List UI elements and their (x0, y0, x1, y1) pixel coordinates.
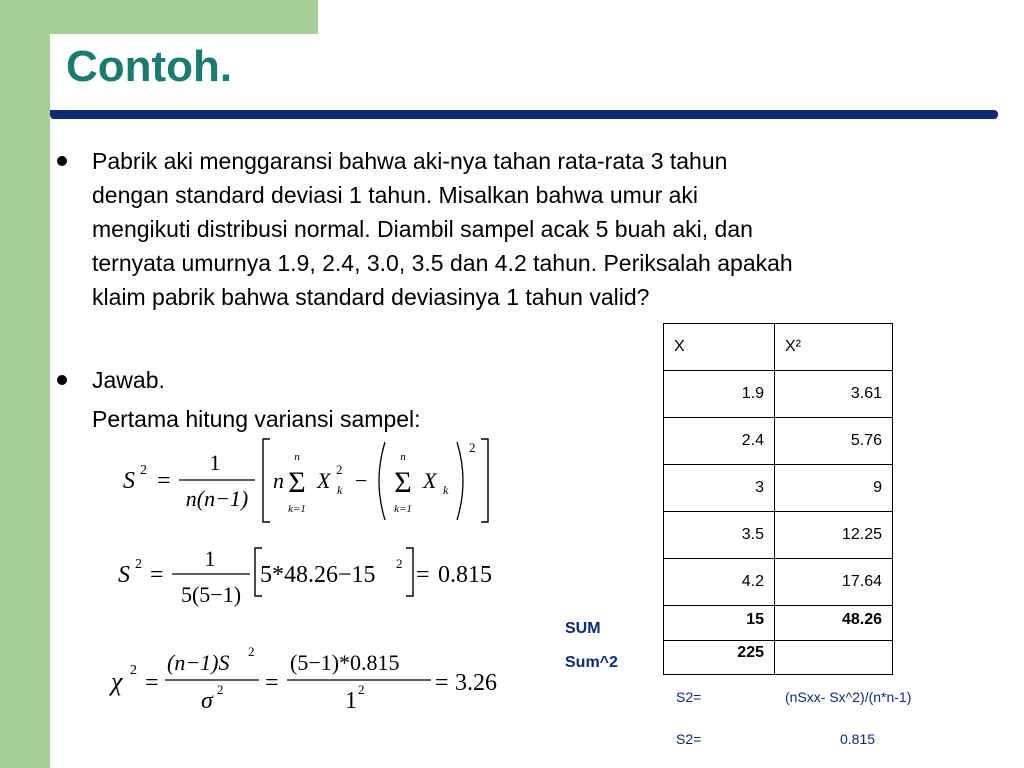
f1-eq: = (157, 468, 171, 494)
title-underline (50, 110, 998, 119)
f1-sum1-top: n (294, 451, 300, 463)
f1-x1-sub: k (337, 483, 343, 497)
bullet-dot-2 (57, 375, 67, 385)
cell-x: 1.9 (664, 371, 775, 418)
f1-bracket-left (263, 439, 270, 522)
f2-bracket-right (406, 548, 413, 596)
cell-x: 3 (664, 465, 775, 512)
f3-num1-sup: 2 (248, 644, 255, 659)
f3-eq2: = (265, 670, 279, 696)
f1-lhs: S (123, 468, 135, 494)
problem-line: Pabrik aki menggaransi bahwa aki-nya tahan rata-rata 3 tahun (92, 148, 728, 174)
f1-x2: X (423, 468, 437, 493)
s2-value: 0.815 (840, 731, 876, 747)
f1-sup: 2 (140, 463, 147, 478)
bullet-dot-1 (57, 156, 67, 166)
header-x: X (664, 324, 775, 371)
f1-bracket-right (481, 439, 488, 522)
problem-line: klaim pabrik bahwa standard deviasinya 1 tahun valid? (92, 284, 650, 310)
f3-eq: = (145, 670, 159, 696)
sum-x-squared-cell: 48.26 (775, 606, 893, 641)
f3-sup: 2 (130, 663, 137, 678)
f2-num: 1 (204, 546, 216, 571)
sum-x-cell: 15 (664, 606, 775, 641)
f1-sigma-2: Σ (394, 466, 412, 499)
s2-label-2: S2= (676, 731, 702, 747)
f1-x1: X (317, 468, 331, 493)
f1-sum2-bottom: k=1 (394, 503, 412, 515)
problem-line: ternyata umurnya 1.9, 2.4, 3.0, 3.5 dan 4.2 tahun. Periksalah apakah (92, 250, 793, 276)
f1-paren-left (379, 442, 385, 520)
table-row (664, 465, 893, 512)
left-green-band (0, 0, 50, 768)
cell-x-squared: 5.76 (775, 418, 893, 465)
cell-x-squared: 9 (775, 465, 893, 512)
f2-lhs: S (118, 562, 130, 588)
f2-body-sup: 2 (396, 556, 403, 571)
cell-x: 3.5 (664, 512, 775, 559)
table-row (664, 559, 893, 606)
f1-sum2-top: n (400, 451, 406, 463)
table-sum-squared-row (664, 641, 893, 675)
table-row (664, 418, 893, 465)
table-row (664, 512, 893, 559)
f1-paren-sup: 2 (469, 440, 476, 455)
f1-num: 1 (209, 450, 221, 475)
f1-x2-sub: k (443, 483, 449, 497)
f1-paren-right (457, 442, 463, 520)
chi-square-formula (105, 640, 515, 720)
table-row (664, 371, 893, 418)
f2-body: 5*48.26−15 (260, 562, 376, 588)
variance-formula (115, 436, 505, 526)
f3-num1: (n−1)S (167, 650, 230, 675)
cell-x-squared: 12.25 (775, 512, 893, 559)
sum-squared-x-cell: 225 (664, 641, 775, 675)
f2-den: 5(5−1) (180, 582, 242, 607)
f1-minus: − (355, 468, 368, 493)
data-table (663, 323, 893, 675)
f3-eq3: = (435, 670, 449, 696)
f3-num2: (5−1)*0.815 (290, 650, 400, 675)
s2-formula-text: (nSxx- Sx^2)/(n*n-1) (785, 689, 912, 705)
f2-sup: 2 (135, 557, 142, 572)
answer-intro: Pertama hitung variansi sampel: (92, 406, 421, 432)
s2-label-1: S2= (676, 689, 702, 705)
f1-sum1-bottom: k=1 (288, 503, 306, 515)
f1-den: n(n−1) (185, 486, 249, 511)
f2-result: 0.815 (438, 562, 492, 588)
f3-den2: 1 (345, 688, 357, 714)
cell-x-squared: 3.61 (775, 371, 893, 418)
problem-statement (92, 144, 793, 314)
table-sum-row (664, 606, 893, 641)
sum-squared-label: Sum^2 (565, 654, 618, 671)
top-green-band (0, 0, 318, 34)
cell-x: 2.4 (664, 418, 775, 465)
cell-x: 4.2 (664, 559, 775, 606)
f3-result: 3.26 (455, 670, 497, 696)
f3-den1-sup: 2 (217, 682, 224, 697)
variance-calculation (110, 540, 510, 614)
f1-sigma-1: Σ (288, 466, 306, 499)
sum-label: SUM (565, 620, 601, 637)
table-header-row (664, 324, 893, 371)
slide-title: Contoh. (66, 42, 233, 91)
f2-eq2: = (416, 562, 430, 588)
f1-x1-sup: 2 (336, 462, 343, 477)
f3-lhs: χ (111, 667, 123, 696)
sum-squared-empty-cell (775, 641, 893, 675)
header-x-squared: X² (775, 324, 893, 371)
cell-x-squared: 17.64 (775, 559, 893, 606)
f3-den2-sup: 2 (358, 682, 365, 697)
problem-line: mengikuti distribusi normal. Diambil sampel acak 5 buah aki, dan (92, 216, 753, 242)
answer-heading: Jawab. (92, 367, 165, 393)
f3-den1: σ (201, 688, 213, 714)
f1-n: n (273, 468, 284, 493)
f2-eq: = (150, 562, 164, 588)
problem-line: dengan standard deviasi 1 tahun. Misalkan bahwa umur aki (92, 182, 699, 208)
